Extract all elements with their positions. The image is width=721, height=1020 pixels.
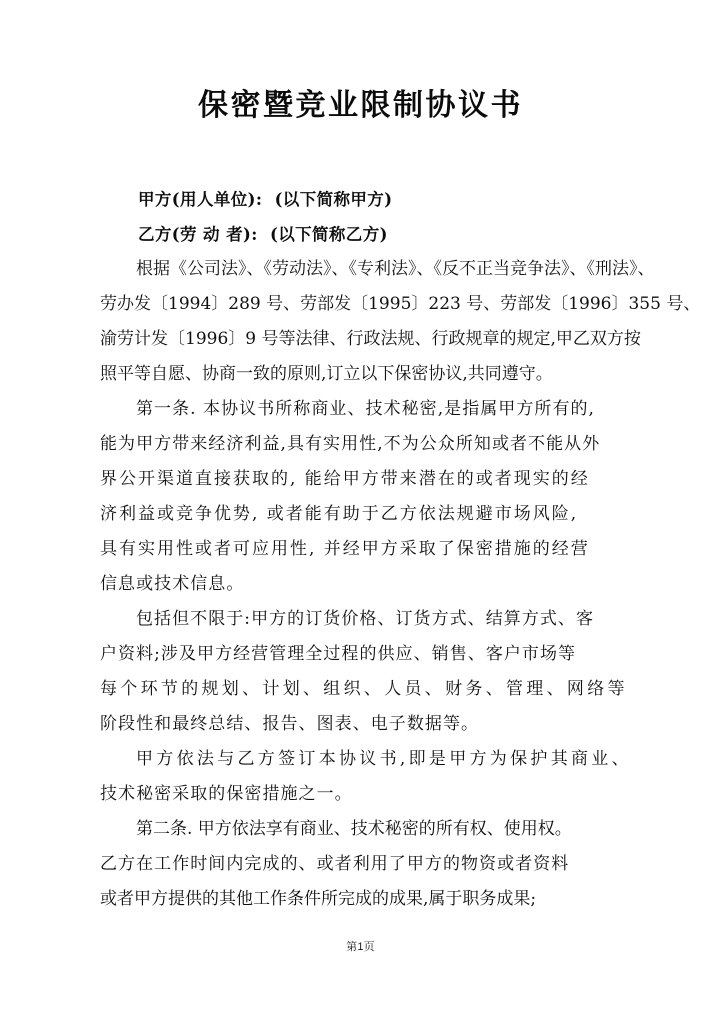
text-line: 乙方在工作时间内完成的、或者利用了甲方的物资或者资料 — [100, 854, 570, 874]
text-line: 第二条. 甲方依法享有商业、技术秘密的所有权、使用权。 — [136, 819, 572, 839]
text-line: 照平等自愿、协商一致的原则,订立以下保密协议,共同遵守。 — [100, 364, 553, 384]
text-line: 渝劳计发〔1996〕9 号等法律、行政法规、行政规章的规定,甲乙双方按 — [100, 329, 641, 349]
paragraph-article-1-scope — [100, 602, 628, 742]
text-line: 具有实用性或者可应用性, 并经甲方采取了保密措施的经营 — [100, 539, 590, 559]
paragraph-article-1-close — [100, 742, 632, 812]
text-line: 或者甲方提供的其他工作条件所完成的成果,属于职务成果; — [100, 889, 537, 909]
text-line: 户资料;涉及甲方经营管理全过程的供应、销售、客户市场等 — [100, 644, 577, 664]
paragraph-article-2 — [100, 812, 622, 917]
paragraph-preamble — [100, 252, 701, 392]
text-line: 劳办发〔1994〕289 号、劳部发〔1995〕223 号、劳部发〔1996〕355 号、 — [100, 294, 701, 314]
text-line: 济利益或竞争优势, 或者能有助于乙方依法规避市场风险, — [100, 504, 579, 524]
party-line-jiafang: 甲方(用人单位): (以下简称甲方) — [138, 190, 393, 209]
text-line: 界公开渠道直接获取的, 能给甲方带来潜在的或者现实的经 — [100, 469, 590, 489]
text-line: 阶段性和最终总结、报告、图表、电子数据等。 — [100, 714, 480, 734]
paragraph-article-1 — [100, 392, 622, 602]
text-line: 信息或技术信息。 — [100, 574, 245, 594]
text-line: 能为甲方带来经济利益,具有实用性,不为公众所知或者不能从外 — [100, 434, 601, 454]
page-title: 保密暨竞业限制协议书 — [198, 88, 523, 123]
page-number-footer: 第1页 — [346, 941, 375, 953]
text-line: 每个环节的规划、计划、组织、人员、财务、管理、网络等 — [100, 679, 628, 699]
text-line: 第一条. 本协议书所称商业、技术秘密,是指属甲方所有的, — [136, 399, 596, 419]
text-line: 甲方依法与乙方签订本协议书,即是甲方为保护其商业、 — [136, 749, 632, 769]
text-line: 根据《公司法》、《劳动法》、《专利法》、《反不正当竞争法》、《刑法》、 — [136, 259, 655, 279]
document-body — [100, 182, 701, 917]
party-line-yifang: 乙方(劳 动 者): (以下简称乙方) — [138, 225, 388, 244]
text-line: 技术秘密采取的保密措施之一。 — [100, 784, 353, 804]
text-line: 包括但不限于:甲方的订货价格、订货方式、结算方式、客 — [136, 609, 595, 629]
